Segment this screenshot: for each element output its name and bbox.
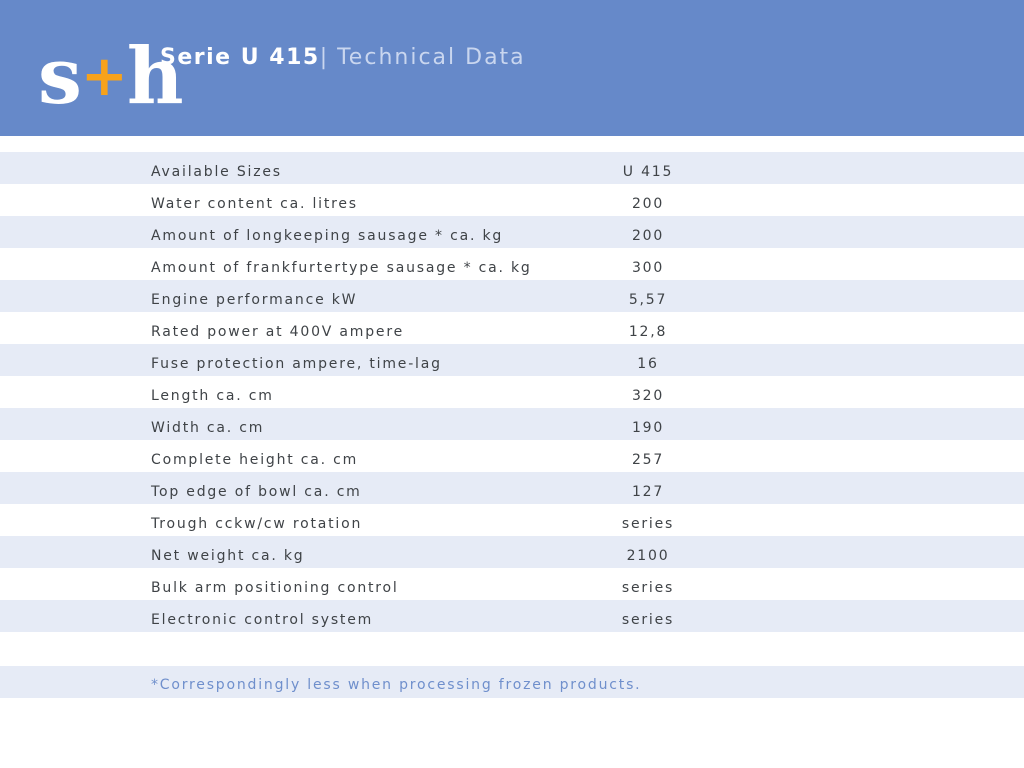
- table-row: [0, 216, 1024, 248]
- title-separator: |: [319, 45, 329, 70]
- row-value: 257: [631, 452, 665, 468]
- table-row: [0, 344, 1024, 376]
- table-row: [0, 568, 1024, 600]
- row-value: 16: [637, 356, 659, 372]
- row-value: 320: [631, 388, 665, 404]
- row-label: Top edge of bowl ca. cm: [151, 484, 362, 500]
- table-row: [0, 376, 1024, 408]
- table-row: [0, 472, 1024, 504]
- row-value: series: [621, 612, 675, 628]
- row-label: Available Sizes: [151, 164, 282, 180]
- row-label: Amount of frankfurtertype sausage * ca. kg: [151, 260, 532, 276]
- row-value: 12,8: [628, 324, 668, 340]
- row-label: Bulk arm positioning control: [151, 580, 399, 596]
- table-row: [0, 152, 1024, 184]
- table-row: [0, 440, 1024, 472]
- row-value: 2100: [626, 548, 670, 564]
- logo-letter-s: s: [38, 31, 80, 122]
- series-title: Serie U 415: [160, 45, 320, 70]
- row-value: series: [621, 516, 675, 532]
- table-row: [0, 312, 1024, 344]
- header-banner: [0, 0, 1024, 136]
- row-value: 200: [631, 196, 665, 212]
- row-value: 127: [631, 484, 665, 500]
- table-row: [0, 600, 1024, 632]
- row-label: Electronic control system: [151, 612, 374, 628]
- footnote-band: [0, 666, 1024, 698]
- row-label: Length ca. cm: [151, 388, 274, 404]
- row-value: 200: [631, 228, 665, 244]
- row-label: Complete height ca. cm: [151, 452, 359, 468]
- table-row: [0, 184, 1024, 216]
- logo-letter-h: h: [126, 31, 182, 122]
- row-value: 300: [631, 260, 665, 276]
- row-label: Fuse protection ampere, time-lag: [151, 356, 442, 372]
- row-label: Net weight ca. kg: [151, 548, 305, 564]
- row-value: series: [621, 580, 675, 596]
- row-label: Water content ca. litres: [151, 196, 358, 212]
- technical-data-table: [0, 152, 1024, 632]
- logo-plus: +: [80, 44, 126, 109]
- row-label: Amount of longkeeping sausage * ca. kg: [151, 228, 504, 244]
- table-row: [0, 408, 1024, 440]
- footnote-text: *Correspondingly less when processing frozen products.: [151, 677, 642, 693]
- row-value: 5,57: [628, 292, 668, 308]
- row-value: U 415: [622, 164, 674, 180]
- table-row: [0, 280, 1024, 312]
- table-row: [0, 536, 1024, 568]
- row-label: Trough cckw/cw rotation: [151, 516, 363, 532]
- table-row: [0, 248, 1024, 280]
- row-label: Width ca. cm: [151, 420, 265, 436]
- row-label: Rated power at 400V ampere: [151, 324, 405, 340]
- row-value: 190: [631, 420, 665, 436]
- row-label: Engine performance kW: [151, 292, 358, 308]
- table-row: [0, 504, 1024, 536]
- page-title: [160, 45, 526, 70]
- page-subtitle: Technical Data: [337, 45, 526, 70]
